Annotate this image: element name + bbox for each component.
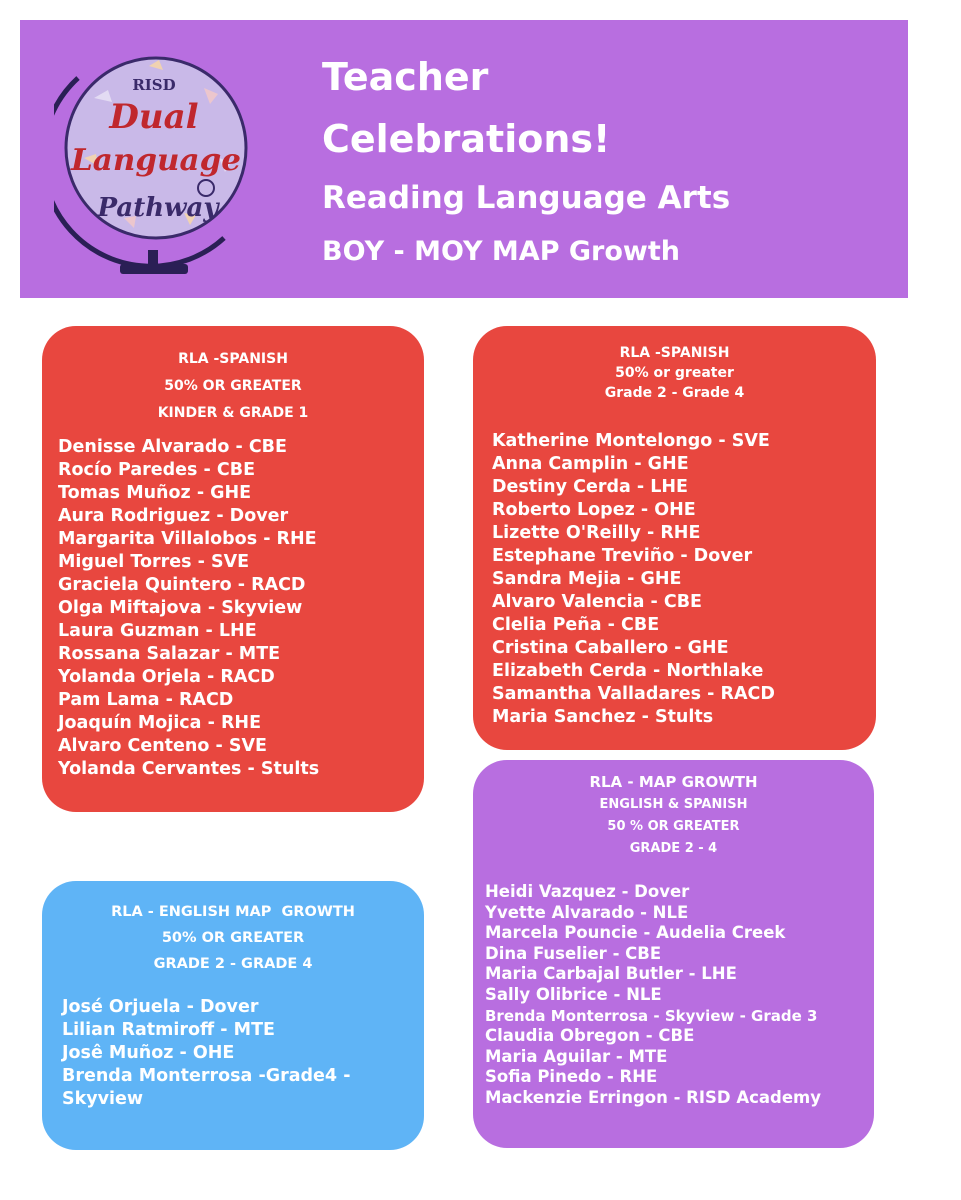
card-rla-spanish-kinder-grade1 bbox=[42, 326, 424, 812]
teacher-name: Destiny Cerda - LHE bbox=[492, 477, 689, 497]
teacher-list bbox=[58, 436, 319, 781]
teacher-name: Marcela Pouncie - Audelia Creek bbox=[485, 923, 786, 943]
page-title-line2: Celebrations! bbox=[322, 117, 611, 161]
card-rla-spanish-grade2-4 bbox=[473, 326, 876, 750]
logo-risd-text: RISD bbox=[132, 76, 176, 94]
card-header-line: ENGLISH & SPANISH bbox=[599, 797, 748, 812]
teacher-list bbox=[62, 996, 350, 1111]
teacher-name: Katherine Montelongo - SVE bbox=[492, 431, 770, 451]
page-subtitle: Reading Language Arts bbox=[322, 180, 731, 216]
logo-dual-text: Dual bbox=[109, 97, 199, 137]
card-header-line: 50% OR GREATER bbox=[161, 930, 305, 946]
card-header-line: RLA -SPANISH bbox=[178, 351, 288, 367]
teacher-name: Maria Sanchez - Stults bbox=[492, 707, 714, 727]
teacher-name: José Orjuela - Dover bbox=[62, 997, 259, 1017]
card-header-line: 50% or greater bbox=[615, 365, 734, 381]
teacher-name: Denisse Alvarado - CBE bbox=[58, 437, 287, 457]
teacher-name: Estephane Treviño - Dover bbox=[492, 546, 753, 566]
teacher-name: Clelia Peña - CBE bbox=[492, 615, 660, 635]
logo-language-text: Language bbox=[69, 143, 242, 178]
teacher-name: Graciela Quintero - RACD bbox=[58, 575, 306, 595]
teacher-name: Mackenzie Erringon - RISD Academy bbox=[485, 1087, 821, 1107]
teacher-name: Anna Camplin - GHE bbox=[492, 454, 689, 474]
teacher-name: Yolanda Orjela - RACD bbox=[58, 667, 275, 687]
page-title-line1: Teacher bbox=[322, 55, 489, 99]
teacher-name: Skyview bbox=[62, 1089, 144, 1109]
teacher-name: Elizabeth Cerda - Northlake bbox=[492, 661, 764, 681]
card-header-line: 50 % OR GREATER bbox=[607, 819, 740, 834]
teacher-name: Yolanda Cervantes - Stults bbox=[58, 759, 320, 779]
card-header bbox=[473, 770, 874, 860]
teacher-name: Aura Rodriguez - Dover bbox=[58, 506, 289, 526]
teacher-name: Claudia Obregon - CBE bbox=[485, 1026, 695, 1046]
teacher-name: Sandra Mejia - GHE bbox=[492, 569, 682, 589]
card-header-line: RLA - ENGLISH MAP GROWTH bbox=[111, 904, 355, 920]
teacher-name: Brenda Monterrosa -Grade4 - bbox=[62, 1066, 351, 1086]
teacher-name: Maria Carbajal Butler - LHE bbox=[485, 964, 737, 984]
teacher-name: Samantha Valladares - RACD bbox=[492, 684, 775, 704]
card-header-line: RLA - MAP GROWTH bbox=[589, 773, 758, 791]
card-header-line: 50% OR GREATER bbox=[164, 378, 302, 394]
card-header bbox=[42, 899, 424, 977]
teacher-name: Lilian Ratmiroff - MTE bbox=[62, 1020, 275, 1040]
header-text bbox=[322, 46, 730, 278]
card-rla-english-map-growth bbox=[42, 881, 424, 1150]
teacher-name: Sally Olibrice - NLE bbox=[485, 984, 662, 1004]
teacher-name: Laura Guzman - LHE bbox=[58, 621, 257, 641]
logo-pathway-text: Pathway bbox=[97, 193, 219, 223]
dual-language-globe-logo bbox=[54, 38, 264, 288]
teacher-name: Lizette O'Reilly - RHE bbox=[492, 523, 701, 543]
teacher-name: Brenda Monterrosa - Skyview - Grade 3 bbox=[485, 1006, 818, 1025]
card-header bbox=[473, 343, 876, 403]
teacher-name: Rocío Paredes - CBE bbox=[58, 460, 256, 480]
card-rla-map-growth-english-spanish bbox=[473, 760, 874, 1148]
teacher-name: Heidi Vazquez - Dover bbox=[485, 882, 690, 901]
card-header-line: KINDER & GRADE 1 bbox=[157, 405, 309, 421]
teacher-name: Joaquín Mojica - RHE bbox=[58, 713, 262, 733]
card-header-line: GRADE 2 - GRADE 4 bbox=[153, 956, 313, 972]
teacher-list bbox=[485, 882, 821, 1109]
teacher-name: Yvette Alvarado - NLE bbox=[485, 902, 689, 922]
teacher-name: Maria Aguilar - MTE bbox=[485, 1046, 668, 1066]
teacher-name: Alvaro Valencia - CBE bbox=[492, 592, 702, 612]
card-header-line: RLA -SPANISH bbox=[619, 345, 730, 361]
teacher-name: Sofia Pinedo - RHE bbox=[485, 1067, 658, 1087]
teacher-name: Cristina Caballero - GHE bbox=[492, 638, 729, 658]
teacher-name: Josê Muñoz - OHE bbox=[62, 1043, 235, 1063]
teacher-name: Margarita Villalobos - RHE bbox=[58, 529, 317, 549]
teacher-name: Rossana Salazar - MTE bbox=[58, 644, 281, 664]
header-banner bbox=[20, 20, 908, 298]
teacher-name: Alvaro Centeno - SVE bbox=[58, 736, 267, 756]
card-header bbox=[42, 346, 424, 427]
teacher-name: Dina Fuselier - CBE bbox=[485, 943, 662, 963]
teacher-name: Pam Lama - RACD bbox=[58, 690, 234, 710]
card-header-line: GRADE 2 - 4 bbox=[629, 841, 718, 856]
teacher-list bbox=[492, 430, 775, 729]
teacher-name: Roberto Lopez - OHE bbox=[492, 500, 696, 520]
page-period: BOY - MOY MAP Growth bbox=[322, 236, 680, 267]
teacher-name: Olga Miftajova - Skyview bbox=[58, 598, 303, 618]
card-header-line: Grade 2 - Grade 4 bbox=[604, 385, 745, 401]
teacher-name: Miguel Torres - SVE bbox=[58, 552, 250, 572]
teacher-name: Tomas Muñoz - GHE bbox=[58, 483, 252, 503]
